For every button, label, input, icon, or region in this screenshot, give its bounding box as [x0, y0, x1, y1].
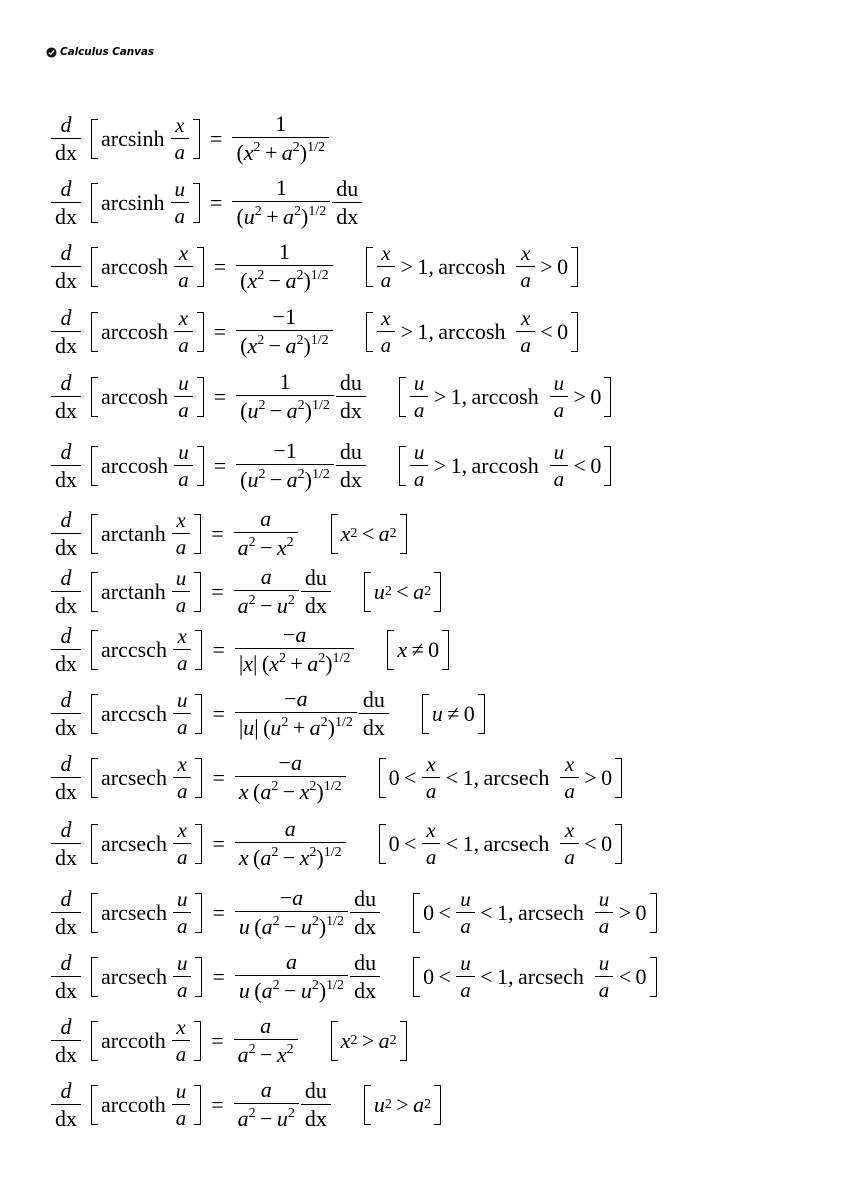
condition-text: $\frac{u}{a}$ > 1, arccosh $\frac{u}{a}$ < 0: [409, 442, 601, 490]
function-name: arcsinh: [101, 125, 165, 151]
formula-row: [50, 113, 330, 164]
argument-fraction: $\frac{x}{a}$: [174, 243, 193, 291]
result-fraction: $\frac{1}{(u^2 - a^2)^{1/2}}$: [236, 371, 334, 422]
condition-bracket-left: [387, 630, 394, 670]
function-name: arccosh: [101, 383, 169, 409]
derivative-operator: $\frac{d}{dx}$: [51, 819, 81, 869]
condition-bracket-right: [571, 312, 578, 352]
condition-fraction: $\frac{u}{a}$: [550, 442, 569, 490]
bracket-right: [195, 957, 202, 997]
bracket-right: [197, 312, 204, 352]
argument-fraction: $\frac{u}{a}$: [174, 373, 193, 421]
condition-text: x 2 < a 2: [340, 520, 397, 546]
condition-text: x ≠ 0: [397, 636, 440, 662]
brand-name: Calculus Canvas: [60, 46, 155, 58]
condition-bracket-right: [478, 694, 485, 734]
equals-sign: =: [213, 383, 227, 409]
result-fraction: $\frac{-a}{x (a^2 - x^2)^{1/2}}$: [235, 752, 346, 803]
function-name: arctanh: [101, 578, 166, 604]
equals-sign: =: [210, 189, 223, 215]
condition-bracket-right: [650, 893, 657, 933]
condition-bracket-right: [434, 572, 441, 612]
result-fraction: $\frac{a}{x (a^2 - x^2)^{1/2}}$: [235, 818, 346, 869]
condition: [379, 817, 622, 869]
equals-sign: =: [211, 1091, 224, 1117]
bracket-left: [91, 446, 98, 486]
condition-text: u 2 < a 2: [373, 578, 432, 604]
condition-fraction: $\frac{u}{a}$: [595, 889, 614, 937]
chain-rule-factor: $\frac{du}{dx}$: [350, 952, 380, 1002]
result-fraction: $\frac{1}{(x^2 + a^2)^{1/2}}$: [232, 113, 329, 164]
condition-bracket-right: [604, 377, 611, 417]
function-name: arcsech: [101, 963, 167, 989]
condition-fraction: $\frac{u}{a}$: [456, 889, 475, 937]
condition-fraction: $\frac{x}{a}$: [377, 243, 396, 291]
function-name: arccoth: [101, 1091, 166, 1117]
condition-bracket-right: [400, 1021, 407, 1061]
bracket-left: [91, 247, 98, 287]
condition-bracket-right: [615, 824, 622, 864]
bracket-left: [91, 957, 98, 997]
argument-fraction: $\frac{x}{a}$: [171, 115, 190, 163]
derivative-operator: $\frac{d}{dx}$: [51, 689, 81, 739]
condition-bracket-left: [366, 312, 373, 352]
result-fraction: $\frac{a}{a^2 - u^2}$: [234, 566, 299, 617]
condition-bracket-right: [400, 514, 407, 554]
condition-fraction: $\frac{u}{a}$: [550, 373, 569, 421]
condition-fraction: $\frac{x}{a}$: [516, 243, 535, 291]
condition-fraction: $\frac{u}{a}$: [410, 442, 429, 490]
calculus-canvas-logo-icon: [46, 47, 57, 58]
condition-bracket-right: [604, 446, 611, 486]
condition-fraction: $\frac{x}{a}$: [560, 820, 579, 868]
equals-sign: =: [213, 253, 227, 279]
condition-bracket-left: [413, 957, 420, 997]
condition-text: u 2 > a 2: [373, 1091, 432, 1117]
argument-fraction: $\frac{u}{a}$: [173, 690, 192, 738]
condition-bracket-left: [379, 758, 386, 798]
formula-row: [50, 371, 611, 422]
equals-sign: =: [211, 520, 224, 546]
bracket-left: [91, 377, 98, 417]
condition-fraction: $\frac{x}{a}$: [422, 754, 441, 802]
function-name: arccsch: [101, 636, 167, 662]
condition: [422, 694, 485, 734]
condition: [366, 305, 578, 357]
function-name: arccosh: [101, 452, 169, 478]
brand: [46, 44, 154, 60]
condition-bracket-left: [331, 514, 338, 554]
equals-sign: =: [213, 318, 227, 344]
result-fraction: $\frac{a}{a^2 - x^2}$: [234, 508, 298, 559]
condition: [366, 240, 578, 292]
argument-fraction: $\frac{x}{a}$: [173, 820, 192, 868]
bracket-right: [197, 247, 204, 287]
condition-bracket-left: [364, 1085, 371, 1125]
bracket-left: [91, 312, 98, 352]
chain-rule-factor: $\frac{du}{dx}$: [350, 888, 380, 938]
bracket-left: [91, 514, 98, 554]
result-fraction: $\frac{-a}{u (a^2 - u^2)^{1/2}}$: [235, 887, 348, 938]
formula-row: [50, 887, 657, 938]
derivative-operator: $\frac{d}{dx}$: [51, 888, 81, 938]
bracket-right: [195, 824, 202, 864]
bracket-left: [91, 630, 98, 670]
condition-text: 0 < $\frac{x}{a}$ < 1, arcsech $\frac{x}{a}$ < 0: [388, 817, 613, 869]
bracket-left: [91, 758, 98, 798]
equals-sign: =: [212, 700, 225, 726]
chain-rule-factor: $\frac{du}{dx}$: [359, 689, 389, 739]
formula-row: [50, 440, 611, 491]
function-name: arcsech: [101, 830, 167, 856]
condition-bracket-left: [366, 247, 373, 287]
derivative-operator: $\frac{d}{dx}$: [51, 952, 81, 1002]
condition-text: x 2 > a 2: [340, 1027, 397, 1053]
formula-row: [50, 566, 441, 617]
derivative-operator: $\frac{d}{dx}$: [51, 567, 81, 617]
bracket-left: [91, 119, 98, 159]
derivative-operator: $\frac{d}{dx}$: [51, 753, 81, 803]
bracket-left: [91, 893, 98, 933]
argument-fraction: $\frac{x}{a}$: [172, 1017, 191, 1065]
condition: [399, 370, 611, 422]
condition-text: $\frac{u}{a}$ > 1, arccosh $\frac{u}{a}$ > 0: [409, 373, 601, 421]
equals-sign: =: [212, 636, 225, 662]
argument-fraction: $\frac{u}{a}$: [172, 1081, 191, 1129]
condition: [364, 572, 441, 612]
function-name: arctanh: [101, 520, 166, 546]
bracket-right: [193, 119, 200, 159]
argument-fraction: $\frac{u}{a}$: [172, 568, 191, 616]
condition-bracket-right: [571, 247, 578, 287]
derivative-operator: $\frac{d}{dx}$: [51, 1016, 81, 1066]
derivative-operator: $\frac{d}{dx}$: [51, 178, 81, 228]
function-name: arcsinh: [101, 189, 165, 215]
derivative-operator: $\frac{d}{dx}$: [51, 1080, 81, 1130]
function-name: arcsech: [101, 764, 167, 790]
equals-sign: =: [211, 1027, 224, 1053]
equals-sign: =: [211, 578, 224, 604]
condition: [331, 514, 407, 554]
bracket-right: [197, 446, 204, 486]
argument-fraction: $\frac{x}{a}$: [173, 626, 192, 674]
argument-fraction: $\frac{x}{a}$: [173, 754, 192, 802]
condition-fraction: $\frac{x}{a}$: [516, 308, 535, 356]
condition-bracket-left: [331, 1021, 338, 1061]
formula-row: [50, 177, 363, 228]
argument-fraction: $\frac{x}{a}$: [174, 308, 193, 356]
formula-row: [50, 1015, 407, 1066]
bracket-left: [91, 1085, 98, 1125]
argument-fraction: $\frac{u}{a}$: [173, 889, 192, 937]
result-fraction: $\frac{a}{a^2 - u^2}$: [234, 1079, 299, 1130]
function-name: arcsech: [101, 899, 167, 925]
condition-text: 0 < $\frac{u}{a}$ < 1, arcsech $\frac{u}{a}$ > 0: [423, 886, 647, 938]
condition-bracket-right: [615, 758, 622, 798]
formula-row: [50, 1079, 441, 1130]
condition-bracket-right: [434, 1085, 441, 1125]
condition-fraction: $\frac{x}{a}$: [377, 308, 396, 356]
result-fraction: $\frac{a}{u (a^2 - u^2)^{1/2}}$: [235, 951, 348, 1002]
bracket-right: [195, 630, 202, 670]
condition-text: 0 < $\frac{u}{a}$ < 1, arcsech $\frac{u}{a}$ < 0: [423, 950, 647, 1002]
bracket-right: [194, 572, 201, 612]
equals-sign: =: [212, 899, 225, 925]
condition: [413, 950, 656, 1002]
derivative-operator: $\frac{d}{dx}$: [51, 441, 81, 491]
condition-bracket-left: [364, 572, 371, 612]
derivative-operator: $\frac{d}{dx}$: [51, 509, 81, 559]
bracket-right: [194, 1085, 201, 1125]
condition-text: u ≠ 0: [431, 700, 475, 726]
formula-row: [50, 306, 578, 357]
condition-bracket-left: [399, 446, 406, 486]
argument-fraction: $\frac{u}{a}$: [171, 179, 190, 227]
formula-row: [50, 688, 485, 739]
condition-text: 0 < $\frac{x}{a}$ < 1, arcsech $\frac{x}{a}$ > 0: [388, 751, 613, 803]
bracket-left: [91, 694, 98, 734]
argument-fraction: $\frac{x}{a}$: [172, 510, 191, 558]
bracket-right: [194, 1021, 201, 1061]
equals-sign: =: [210, 125, 223, 151]
derivative-operator: $\frac{d}{dx}$: [51, 625, 81, 675]
result-fraction: $\frac{-1}{(u^2 - a^2)^{1/2}}$: [236, 440, 334, 491]
result-fraction: $\frac{-1}{(x^2 - a^2)^{1/2}}$: [236, 306, 333, 357]
result-fraction: $\frac{a}{a^2 - x^2}$: [234, 1015, 298, 1066]
condition-fraction: $\frac{u}{a}$: [410, 373, 429, 421]
condition: [331, 1021, 407, 1061]
condition-fraction: $\frac{x}{a}$: [560, 754, 579, 802]
condition-bracket-left: [399, 377, 406, 417]
condition-bracket-left: [422, 694, 429, 734]
result-fraction: $\frac{1}{(x^2 - a^2)^{1/2}}$: [236, 241, 333, 292]
bracket-left: [91, 824, 98, 864]
bracket-left: [91, 572, 98, 612]
bracket-right: [193, 183, 200, 223]
condition-bracket-left: [379, 824, 386, 864]
function-name: arccoth: [101, 1027, 166, 1053]
function-name: arccosh: [101, 318, 169, 344]
formula-row: [50, 508, 407, 559]
result-fraction: $\frac{-a}{|x| (x^2 + a^2)^{1/2}}$: [235, 624, 355, 675]
equals-sign: =: [212, 830, 225, 856]
condition-text: $\frac{x}{a}$ > 1, arccosh $\frac{x}{a}$ > 0: [376, 243, 568, 291]
bracket-left: [91, 1021, 98, 1061]
condition-bracket-left: [413, 893, 420, 933]
condition-fraction: $\frac{u}{a}$: [456, 953, 475, 1001]
derivative-operator: $\frac{d}{dx}$: [51, 372, 81, 422]
bracket-right: [194, 514, 201, 554]
bracket-right: [195, 758, 202, 798]
condition-bracket-right: [650, 957, 657, 997]
formula-row: [50, 752, 622, 803]
bracket-right: [195, 893, 202, 933]
derivative-operator: $\frac{d}{dx}$: [51, 307, 81, 357]
result-fraction: $\frac{1}{(u^2 + a^2)^{1/2}}$: [232, 177, 330, 228]
formula-row: [50, 818, 622, 869]
result-fraction: $\frac{-a}{|u| (u^2 + a^2)^{1/2}}$: [235, 688, 357, 739]
bracket-right: [197, 377, 204, 417]
chain-rule-factor: $\frac{du}{dx}$: [336, 441, 366, 491]
formula-row: [50, 241, 578, 292]
chain-rule-factor: $\frac{du}{dx}$: [301, 567, 331, 617]
condition-fraction: $\frac{x}{a}$: [422, 820, 441, 868]
chain-rule-factor: $\frac{du}{dx}$: [332, 178, 362, 228]
condition-fraction: $\frac{u}{a}$: [595, 953, 614, 1001]
bracket-right: [195, 694, 202, 734]
equals-sign: =: [212, 764, 225, 790]
derivative-operator: $\frac{d}{dx}$: [51, 242, 81, 292]
formula-row: [50, 951, 657, 1002]
condition: [399, 439, 611, 491]
chain-rule-factor: $\frac{du}{dx}$: [336, 372, 366, 422]
formula-row: [50, 624, 449, 675]
equals-sign: =: [212, 963, 225, 989]
condition: [364, 1085, 441, 1125]
condition: [413, 886, 656, 938]
equals-sign: =: [213, 452, 227, 478]
chain-rule-factor: $\frac{du}{dx}$: [301, 1080, 331, 1130]
function-name: arccosh: [101, 253, 169, 279]
argument-fraction: $\frac{u}{a}$: [174, 442, 193, 490]
argument-fraction: $\frac{u}{a}$: [173, 953, 192, 1001]
condition-text: $\frac{x}{a}$ > 1, arccosh $\frac{x}{a}$ < 0: [376, 308, 568, 356]
condition: [387, 630, 449, 670]
condition: [379, 751, 622, 803]
condition-bracket-right: [442, 630, 449, 670]
bracket-left: [91, 183, 98, 223]
derivative-operator: $\frac{d}{dx}$: [51, 114, 81, 164]
function-name: arccsch: [101, 700, 167, 726]
